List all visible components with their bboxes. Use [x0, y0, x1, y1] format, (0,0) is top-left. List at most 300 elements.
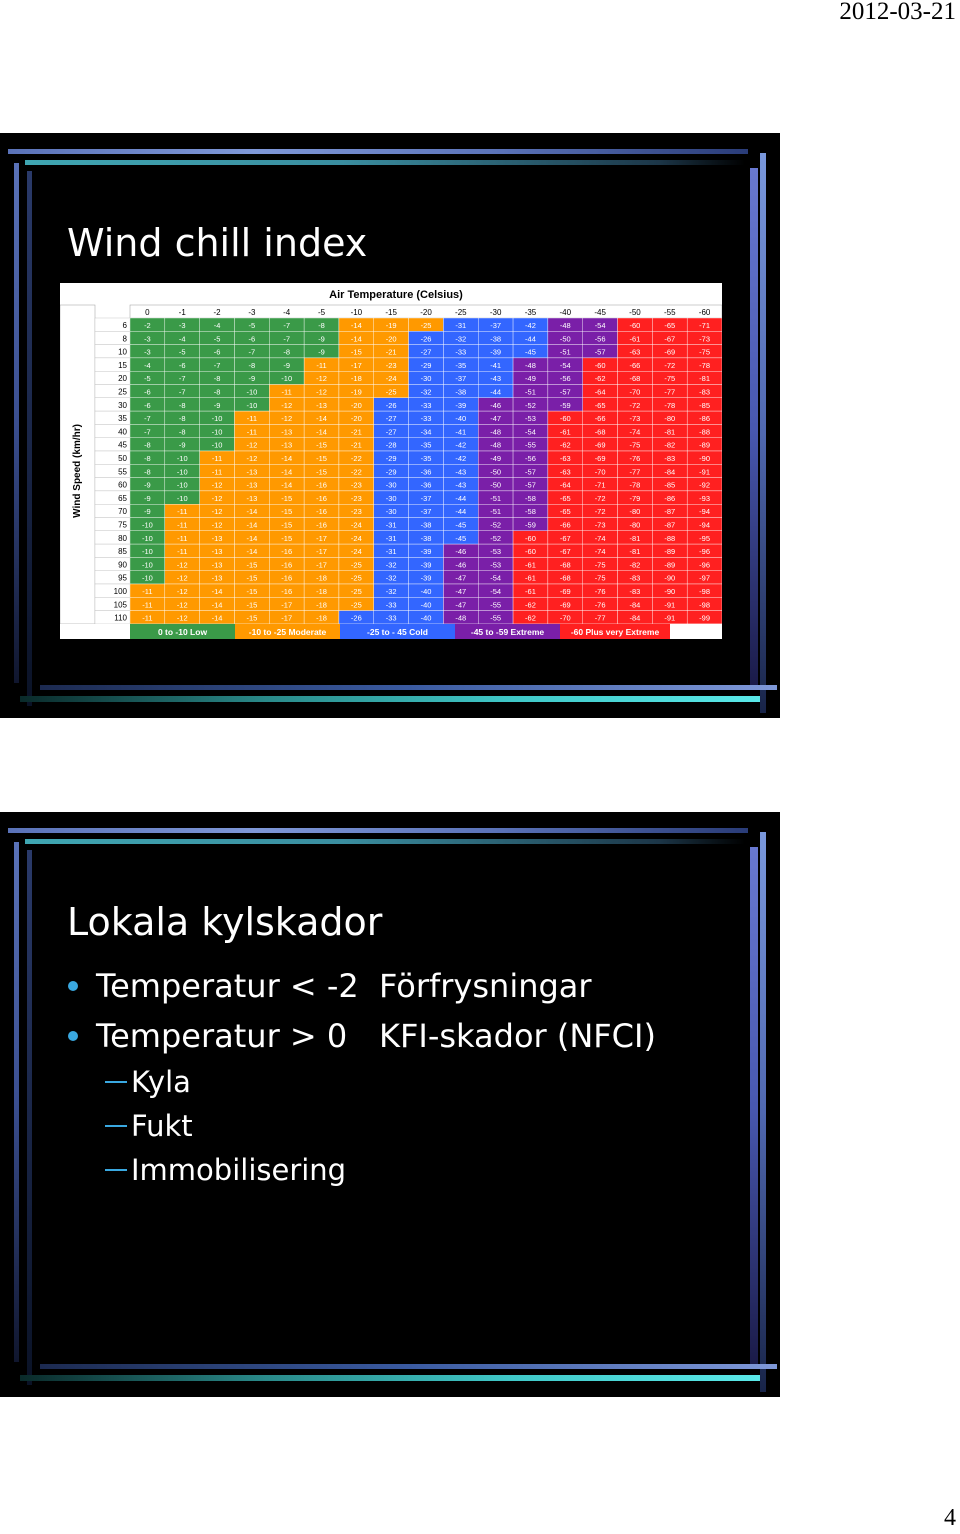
chill-value: -78 — [699, 360, 711, 370]
chill-value: -15 — [281, 533, 293, 543]
chill-value: -85 — [699, 400, 711, 410]
chill-value: -46 — [490, 400, 502, 410]
temp-header: -35 — [524, 308, 537, 317]
chill-value: -37 — [420, 507, 432, 517]
y-axis-label: Wind Speed (km/hr) — [72, 424, 83, 518]
chill-value: -61 — [629, 334, 641, 344]
chill-value: -58 — [525, 507, 536, 517]
chill-value: -67 — [559, 547, 571, 557]
chill-value: -96 — [699, 547, 711, 557]
chill-value: -5 — [213, 334, 221, 344]
decor-bar — [14, 163, 19, 683]
chill-value: -13 — [211, 547, 223, 557]
slide-lokala-kylskador — [0, 812, 780, 1397]
chill-value: -32 — [385, 560, 397, 570]
chill-value: -11 — [177, 520, 188, 530]
chill-value: -12 — [316, 374, 327, 384]
chill-value: -68 — [559, 560, 571, 570]
page-number: 4 — [944, 1505, 956, 1531]
chill-value: -83 — [629, 573, 641, 583]
chill-value: -9 — [318, 334, 325, 344]
dash-icon — [105, 1169, 127, 1171]
chill-value: -9 — [144, 480, 151, 490]
chill-value: -81 — [629, 533, 641, 543]
chill-value: -14 — [246, 547, 258, 557]
chill-value: -17 — [316, 547, 327, 557]
chill-value: -17 — [350, 360, 362, 370]
chill-value: -73 — [629, 414, 641, 424]
chill-value: -35 — [420, 440, 432, 450]
chill-value: -4 — [144, 360, 151, 370]
chill-value: -62 — [594, 374, 606, 384]
chill-value: -44 — [490, 387, 502, 397]
chill-value: -37 — [490, 321, 502, 330]
wind-speed-label: 65 — [118, 493, 127, 503]
chill-value: -75 — [629, 440, 641, 450]
chill-value: -11 — [246, 427, 258, 437]
chill-value: -63 — [559, 454, 571, 463]
chill-value: -80 — [629, 520, 641, 530]
chill-value: -57 — [525, 467, 536, 477]
chill-value: -94 — [699, 520, 711, 530]
chill-value: -13 — [211, 533, 223, 543]
temp-header: -25 — [455, 308, 467, 317]
wind-speed-label: 90 — [118, 560, 127, 570]
chill-value: -86 — [664, 493, 676, 503]
chill-value: -12 — [176, 587, 188, 596]
chill-value: -48 — [525, 360, 536, 370]
chill-value: -34 — [420, 427, 432, 437]
chill-value: -51 — [490, 493, 502, 503]
chill-value: -8 — [178, 400, 186, 410]
chill-value: -4 — [213, 321, 221, 330]
chill-value: -15 — [281, 520, 293, 530]
chill-value: -9 — [213, 400, 221, 410]
chill-value: -90 — [664, 587, 676, 596]
decor-bar — [8, 149, 748, 154]
temp-header: -1 — [178, 308, 186, 317]
chill-value: -88 — [699, 427, 711, 437]
chill-value: -21 — [350, 440, 362, 450]
chill-value: -37 — [420, 493, 432, 503]
chill-value: -20 — [350, 400, 362, 410]
chill-value: -67 — [664, 334, 676, 344]
chill-value: -10 — [141, 560, 153, 570]
chill-value: -31 — [385, 547, 397, 557]
chill-value: -60 — [559, 414, 571, 424]
sub-item-text: Fukt — [131, 1109, 193, 1143]
legend-label: -60 Plus very Extreme — [570, 626, 660, 637]
chill-value: -61 — [525, 587, 536, 596]
chill-value: -4 — [178, 334, 186, 344]
chill-value: -13 — [246, 467, 258, 477]
chill-value: -11 — [142, 600, 153, 610]
chill-value: -81 — [629, 547, 641, 557]
chill-value: -25 — [350, 573, 362, 583]
chill-value: -10 — [176, 493, 188, 503]
chill-value: -14 — [281, 454, 293, 463]
chill-value: -11 — [211, 467, 223, 477]
chill-value: -12 — [281, 414, 293, 424]
chill-value: -45 — [455, 520, 467, 530]
chill-value: -9 — [144, 493, 151, 503]
chill-value: -69 — [594, 454, 606, 463]
wind-speed-label: 6 — [122, 321, 127, 330]
chill-value: -91 — [664, 613, 676, 623]
chill-value: -37 — [455, 374, 467, 384]
decor-bar — [20, 696, 760, 702]
chill-value: -13 — [281, 427, 293, 437]
chill-value: -8 — [213, 374, 221, 384]
chill-value: -83 — [699, 387, 711, 397]
chill-value: -23 — [350, 493, 362, 503]
chill-value: -8 — [318, 321, 325, 330]
chill-value: -21 — [385, 347, 397, 357]
bullet-dot-icon — [68, 981, 78, 991]
chill-value: -15 — [246, 560, 258, 570]
chill-value: -68 — [559, 573, 571, 583]
chill-value: -75 — [594, 560, 606, 570]
chill-value: -89 — [699, 440, 711, 450]
chill-value: -39 — [490, 347, 502, 357]
chill-value: -77 — [664, 387, 676, 397]
chill-value: -11 — [281, 387, 292, 397]
chill-value: -7 — [144, 427, 151, 437]
decor-bar — [760, 153, 766, 713]
chill-value: -33 — [385, 600, 397, 610]
chill-value: -74 — [594, 533, 606, 543]
chill-value: -13 — [281, 440, 293, 450]
chill-value: -80 — [664, 414, 676, 424]
chill-value: -25 — [350, 560, 362, 570]
chill-value: -12 — [176, 573, 188, 583]
legend-label: 0 to -10 Low — [157, 626, 208, 637]
chill-value: -12 — [211, 507, 223, 517]
chill-value: -47 — [455, 587, 467, 596]
legend-label: -45 to -59 Extreme — [470, 626, 545, 637]
bullet-right-text: Förfrysningar — [379, 967, 592, 1005]
chill-value: -78 — [629, 480, 641, 490]
chill-value: -12 — [176, 613, 188, 623]
chill-value: -43 — [455, 480, 467, 490]
chill-value: -13 — [246, 480, 258, 490]
chill-value: -74 — [594, 547, 606, 557]
chill-value: -54 — [559, 360, 571, 370]
chill-value: -23 — [385, 360, 397, 370]
chill-value: -31 — [385, 533, 397, 543]
chill-value: -48 — [490, 440, 502, 450]
chill-value: -32 — [420, 387, 432, 397]
chill-value: -51 — [490, 507, 502, 517]
chill-value: -66 — [629, 360, 641, 370]
chill-value: -16 — [281, 547, 293, 557]
chill-value: -56 — [594, 334, 606, 344]
chill-value: -14 — [281, 467, 293, 477]
chill-value: -8 — [144, 440, 151, 450]
chill-value: -45 — [525, 347, 536, 357]
chill-value: -10 — [246, 400, 258, 410]
chill-value: -12 — [176, 560, 188, 570]
chill-value: -14 — [211, 613, 223, 623]
chill-value: -9 — [318, 347, 325, 357]
slide-wind-chill — [0, 133, 780, 718]
chill-value: -13 — [211, 560, 223, 570]
chill-value: -89 — [664, 560, 676, 570]
temp-header: 0 — [145, 308, 150, 317]
chill-value: -61 — [525, 560, 536, 570]
chill-value: -8 — [144, 467, 151, 477]
chill-value: -73 — [594, 520, 606, 530]
chill-value: -87 — [664, 507, 676, 517]
wind-speed-label: 50 — [118, 454, 127, 463]
chill-value: -81 — [664, 427, 676, 437]
chill-value: -7 — [283, 321, 291, 330]
chill-value: -69 — [664, 347, 676, 357]
chill-value: -81 — [699, 374, 711, 384]
date-header: 2012-03-21 — [839, 0, 956, 25]
chill-value: -40 — [420, 600, 432, 610]
chill-value: -41 — [455, 427, 467, 437]
chill-value: -17 — [316, 560, 327, 570]
chill-value: -16 — [316, 480, 327, 490]
chill-value: -10 — [141, 573, 153, 583]
chill-value: -22 — [350, 467, 362, 477]
chill-value: -30 — [420, 374, 432, 384]
chill-value: -73 — [699, 334, 711, 344]
chill-value: -79 — [629, 493, 641, 503]
chill-value: -31 — [385, 520, 397, 530]
chill-value: -40 — [420, 613, 432, 623]
chill-value: -38 — [420, 533, 432, 543]
chill-value: -52 — [490, 533, 502, 543]
chill-value: -76 — [594, 600, 606, 610]
chill-value: -10 — [246, 387, 258, 397]
chill-value: -82 — [629, 560, 641, 570]
chill-value: -5 — [144, 374, 151, 384]
decor-bar — [8, 828, 748, 833]
chill-value: -7 — [178, 374, 186, 384]
chill-value: -56 — [559, 374, 571, 384]
chill-value: -33 — [455, 347, 467, 357]
chill-value: -32 — [385, 573, 397, 583]
wind-speed-label: 100 — [113, 587, 127, 596]
temp-header: -3 — [248, 308, 256, 317]
chill-value: -87 — [664, 520, 676, 530]
chill-value: -36 — [420, 480, 432, 490]
chill-value: -10 — [211, 427, 223, 437]
chill-value: -7 — [178, 387, 186, 397]
wind-speed-label: 95 — [118, 573, 127, 583]
bullet-right-text: KFI-skador (NFCI) — [379, 1017, 656, 1055]
chill-value: -10 — [176, 454, 188, 463]
chill-value: -15 — [246, 587, 258, 596]
wind-chill-table — [60, 283, 722, 639]
chill-value: -39 — [455, 400, 467, 410]
chill-value: -11 — [142, 587, 153, 596]
chill-value: -48 — [455, 613, 467, 623]
chill-value: -15 — [316, 467, 327, 477]
chill-value: -26 — [350, 613, 362, 623]
chill-value: -57 — [525, 480, 536, 490]
chill-value: -38 — [490, 334, 502, 344]
chill-value: -25 — [350, 587, 362, 596]
chill-value: -84 — [664, 467, 676, 477]
chill-value: -25 — [385, 387, 397, 397]
chill-value: -43 — [455, 467, 467, 477]
temp-header: -15 — [385, 308, 397, 317]
chill-value: -3 — [178, 321, 186, 330]
chill-value: -53 — [525, 414, 536, 424]
chill-value: -62 — [525, 613, 536, 623]
chill-value: -38 — [420, 520, 432, 530]
temp-header: -20 — [420, 308, 432, 317]
chill-value: -47 — [455, 573, 467, 583]
chill-value: -25 — [350, 600, 362, 610]
chill-value: -66 — [559, 520, 571, 530]
chill-value: -14 — [281, 480, 293, 490]
chill-value: -66 — [594, 414, 606, 424]
chill-value: -70 — [629, 387, 641, 397]
chill-value: -28 — [385, 440, 397, 450]
chill-value: -11 — [246, 414, 258, 424]
chill-value: -50 — [559, 334, 571, 344]
chill-value: -61 — [559, 427, 571, 437]
chill-value: -22 — [350, 454, 362, 463]
chill-value: -15 — [316, 454, 327, 463]
dash-icon — [105, 1081, 127, 1083]
chill-value: -72 — [594, 493, 606, 503]
wind-speed-label: 45 — [118, 440, 127, 450]
chill-value: -19 — [385, 321, 397, 330]
chill-value: -15 — [246, 573, 258, 583]
chill-value: -6 — [213, 347, 221, 357]
chill-value: -10 — [176, 467, 188, 477]
chill-value: -75 — [699, 347, 711, 357]
chill-value: -82 — [664, 440, 676, 450]
chill-value: -46 — [455, 560, 467, 570]
chill-value: -3 — [144, 347, 151, 357]
chill-value: -55 — [525, 440, 536, 450]
chill-value: -69 — [559, 600, 571, 610]
chill-value: -54 — [490, 587, 502, 596]
chill-value: -48 — [490, 427, 502, 437]
chill-value: -91 — [699, 467, 711, 477]
chill-value: -60 — [629, 321, 641, 330]
chill-value: -14 — [350, 321, 362, 330]
chill-value: -10 — [141, 547, 153, 557]
chill-value: -65 — [559, 507, 571, 517]
chill-value: -44 — [455, 493, 467, 503]
chill-value: -70 — [594, 467, 606, 477]
chill-value: -74 — [629, 427, 641, 437]
chill-value: -11 — [177, 507, 188, 517]
chill-value: -90 — [664, 573, 676, 583]
chill-value: -57 — [559, 387, 571, 397]
chill-value: -18 — [316, 600, 327, 610]
chill-value: -39 — [420, 560, 432, 570]
chill-value: -49 — [525, 374, 536, 384]
wind-speed-label: 75 — [118, 520, 127, 530]
wind-speed-label: 10 — [118, 347, 127, 357]
chill-value: -80 — [629, 507, 641, 517]
chill-value: -32 — [455, 334, 467, 344]
chill-value: -65 — [594, 400, 606, 410]
temp-header: -50 — [629, 308, 641, 317]
chill-value: -23 — [350, 507, 362, 517]
chill-value: -15 — [316, 440, 327, 450]
chill-value: -72 — [664, 360, 676, 370]
chill-value: -24 — [385, 374, 397, 384]
chill-value: -75 — [664, 374, 676, 384]
chill-value: -7 — [248, 347, 256, 357]
chill-value: -14 — [246, 507, 258, 517]
chill-value: -31 — [455, 321, 467, 330]
chill-value: -88 — [664, 533, 676, 543]
chill-value: -5 — [178, 347, 186, 357]
chill-value: -12 — [176, 600, 188, 610]
chill-value: -60 — [594, 360, 606, 370]
chill-value: -7 — [144, 414, 151, 424]
chill-value: -47 — [490, 414, 502, 424]
chill-value: -14 — [246, 533, 258, 543]
chill-value: -46 — [455, 547, 467, 557]
chill-value: -43 — [490, 374, 502, 384]
chill-value: -30 — [385, 493, 397, 503]
chill-value: -57 — [594, 347, 606, 357]
wind-speed-label: 40 — [118, 427, 127, 437]
chill-value: -84 — [629, 600, 641, 610]
decor-bar — [27, 171, 32, 706]
chill-value: -12 — [281, 400, 293, 410]
chill-value: -69 — [559, 587, 571, 596]
chill-value: -60 — [525, 547, 536, 557]
chill-value: -12 — [211, 480, 223, 490]
chill-value: -8 — [178, 414, 186, 424]
wind-speed-label: 105 — [113, 600, 127, 610]
chill-value: -35 — [420, 454, 432, 463]
chill-value: -17 — [281, 600, 293, 610]
temp-header: -4 — [283, 308, 291, 317]
chill-value: -23 — [350, 480, 362, 490]
chill-value: -84 — [629, 613, 641, 623]
chill-value: -14 — [246, 520, 258, 530]
chill-value: -42 — [455, 454, 467, 463]
chill-value: -24 — [350, 533, 362, 543]
wind-speed-label: 60 — [118, 480, 127, 490]
decor-bar — [750, 847, 758, 1367]
chill-value: -49 — [490, 454, 502, 463]
chill-value: -16 — [281, 587, 293, 596]
chill-value: -24 — [350, 547, 362, 557]
chill-value: -14 — [211, 600, 223, 610]
chill-value: -78 — [664, 400, 676, 410]
chill-value: -48 — [559, 321, 571, 330]
chill-value: -29 — [420, 360, 432, 370]
chill-value: -52 — [525, 400, 536, 410]
chill-value: -12 — [316, 387, 327, 397]
chill-value: -89 — [664, 547, 676, 557]
chill-value: -11 — [177, 547, 188, 557]
chill-value: -54 — [525, 427, 536, 437]
chill-value: -13 — [316, 400, 327, 410]
chill-value: -33 — [385, 613, 397, 623]
chill-value: -9 — [144, 507, 151, 517]
sub-item — [105, 1153, 346, 1187]
chill-value: -63 — [629, 347, 641, 357]
chill-value: -30 — [385, 480, 397, 490]
chill-value: -36 — [420, 467, 432, 477]
chill-value: -27 — [385, 414, 397, 424]
